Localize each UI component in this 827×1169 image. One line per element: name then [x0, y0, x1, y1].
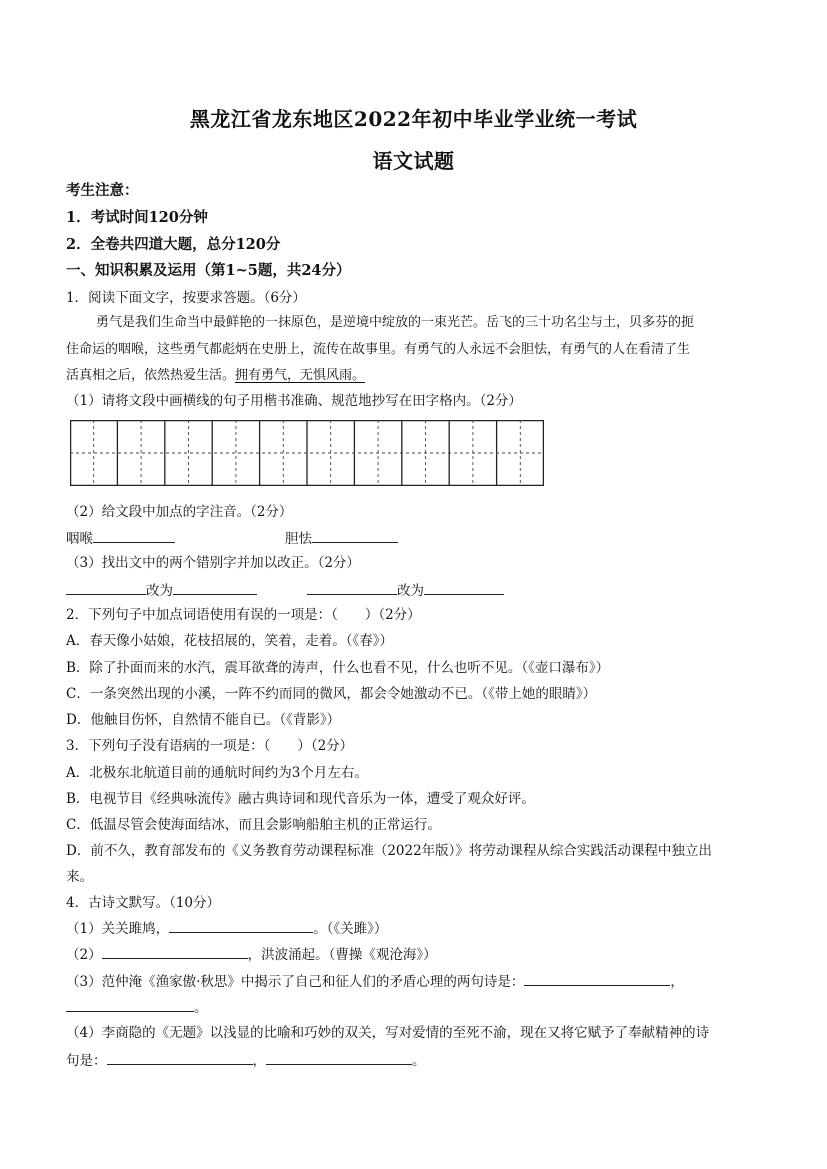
- option: A．春天像小姑娘，花枝招展的，笑着，走着。（《春》）: [66, 633, 393, 649]
- tianzige-grid[interactable]: [70, 420, 544, 486]
- prompt-text: ，: [252, 1053, 266, 1069]
- recitation-item: [66, 944, 766, 965]
- change-to-label: 改为: [146, 583, 173, 599]
- question-2-stem: 2．下列句子中加点词语使用有误的一项是：（ ）（2分）: [66, 607, 421, 623]
- pinyin-row: [66, 528, 766, 549]
- option: C．一条突然出现的小溪，一阵不约而同的微风，都会令她激动不已。（《带上她的眼睛》）: [66, 686, 597, 702]
- answer-blank[interactable]: [266, 1050, 412, 1065]
- option-continued: 来。: [66, 869, 93, 885]
- answer-blank[interactable]: [107, 1050, 253, 1065]
- exam-title: 黑龙江省龙东地区2022年初中毕业学业统一考试: [189, 107, 638, 131]
- option: A．北极东北航道目前的通航时间约为3个月左右。: [66, 765, 368, 781]
- answer-blank[interactable]: [66, 997, 194, 1012]
- prompt-text: ，: [670, 974, 684, 990]
- option: B．除了扑面而来的水汽，震耳欲聋的涛声，什么也看不见，什么也听不见。（《壶口瀑布》）: [66, 660, 610, 676]
- recitation-item: [66, 918, 766, 939]
- answer-blank[interactable]: [102, 944, 248, 959]
- recitation-item-continued: [66, 997, 766, 1018]
- correction-row: [66, 580, 766, 601]
- prompt-text: 。: [194, 1000, 208, 1016]
- question-3-stem: 3．下列句子没有语病的一项是：（ ）（2分）: [66, 738, 354, 754]
- answer-blank[interactable]: [524, 971, 670, 986]
- prompt-text: 句是：: [66, 1053, 107, 1069]
- prompt-text: 。: [412, 1053, 426, 1069]
- exam-subtitle: 语文试题: [372, 149, 455, 173]
- sub-question: （2）给文段中加点的字注音。（2分）: [66, 504, 293, 520]
- question-1-stem: 1．阅读下面文字，按要求答题。（6分）: [66, 290, 306, 306]
- prompt-text: ，洪波涌起。（曹操《观沧海》）: [247, 947, 437, 963]
- change-to-label: 改为: [397, 583, 424, 599]
- option: B．电视节目《经典咏流传》融古典诗词和现代音乐为一体，遭受了观众好评。: [66, 791, 535, 807]
- answer-blank[interactable]: [312, 528, 398, 543]
- sub-question: （3）找出文中的两个错别字并加以改正。（2分）: [66, 555, 360, 571]
- prompt-text: 。（《关雎》）: [313, 921, 388, 937]
- passage-line: 勇气是我们生命当中最鲜艳的一抹原色，是逆境中绽放的一束光芒。岳飞的三十功名尘与土，贝多芬的扼: [96, 315, 695, 330]
- word-label: 咽喉: [66, 531, 93, 547]
- answer-blank[interactable]: [169, 918, 313, 933]
- recitation-item: （4）李商隐的《无题》以浅显的比喻和巧妙的双关，写对爱情的至死不渝，现在又将它赋予了奉献精神的诗: [66, 1025, 710, 1041]
- prompt-text: （1）关关雎鸠，: [66, 921, 170, 937]
- passage-line: 住命运的咽喉，这些勇气都彪炳在史册上，流传在故事里。有勇气的人永远不会胆怯，有勇气的人在看清了生: [66, 342, 691, 357]
- notice-heading: 考生注意：: [66, 182, 139, 199]
- section-heading: 一、知识积累及运用（第1~5题，共24分）: [66, 262, 351, 279]
- word-label: 胆怯: [285, 531, 312, 547]
- recitation-item: [66, 971, 766, 992]
- prompt-text: （2）: [66, 947, 102, 963]
- option: D．前不久，教育部发布的《义务教育劳动课程标准（2022年版）》将劳动课程从综合实践活动课程中独立出: [66, 843, 712, 859]
- notice-item: 1．考试时间120分钟: [66, 209, 208, 226]
- answer-blank[interactable]: [424, 580, 504, 595]
- passage-text: 活真相之后，依然热爱生活。: [66, 368, 236, 383]
- question-4-stem: 4．古诗文默写。（10分）: [66, 895, 221, 911]
- prompt-text: （3）范仲淹《渔家傲·秋思》中揭示了自己和征人们的矛盾心理的两句诗是：: [66, 974, 525, 990]
- underlined-sentence: 拥有勇气，无惧风雨。: [235, 368, 366, 383]
- answer-blank[interactable]: [307, 580, 397, 595]
- recitation-item-continued: [66, 1050, 766, 1071]
- option: C．低温尽管会使海面结冰，而且会影响船舶主机的正常运行。: [66, 817, 441, 833]
- notice-item: 2．全卷共四道大题，总分120分: [66, 236, 281, 253]
- sub-question: （1）请将文段中画横线的句子用楷书准确、规范地抄写在田字格内。（2分）: [66, 393, 522, 409]
- answer-blank[interactable]: [173, 580, 257, 595]
- option: D．他触目伤怀，自然情不能自已。（《背影》）: [66, 712, 341, 728]
- answer-blank[interactable]: [93, 528, 175, 543]
- answer-blank[interactable]: [66, 580, 146, 595]
- passage-line: [66, 366, 766, 386]
